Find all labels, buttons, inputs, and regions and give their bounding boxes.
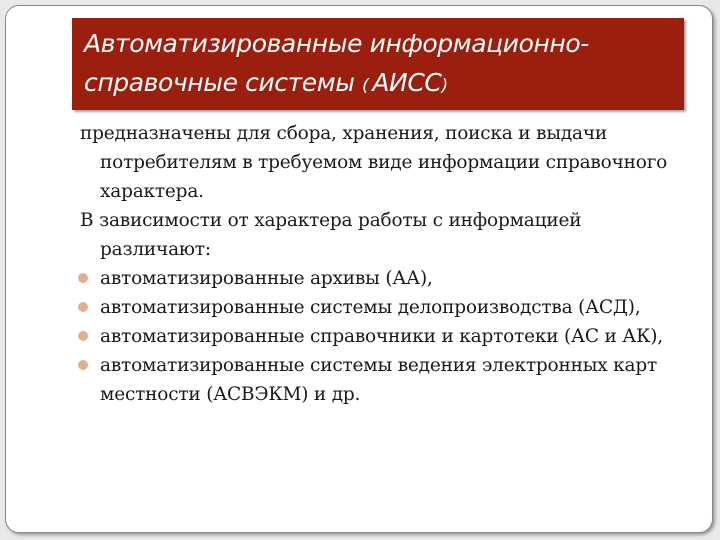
bullet-dot-icon — [78, 273, 88, 283]
title-close-paren: ) — [441, 76, 448, 96]
title-open-paren: ( — [362, 76, 369, 96]
title-band — [72, 18, 684, 110]
title-line-2 — [84, 63, 674, 106]
bullet-dot-icon — [78, 360, 88, 370]
bullet-dot-icon — [78, 302, 88, 312]
bullet-item — [80, 322, 690, 351]
bullet-dot-icon — [78, 331, 88, 341]
bullet-item — [80, 293, 690, 322]
bullet-item — [80, 351, 690, 409]
title-abbreviation: АИСС — [372, 68, 442, 97]
bullet-text: автоматизированные системы ведения электронных карт местности (АСВЭКМ) и др. — [100, 355, 658, 405]
slide-body — [80, 119, 690, 409]
bullet-text: автоматизированные системы делопроизводства (АСД), — [100, 297, 641, 318]
bullet-item — [80, 264, 690, 293]
title-line-2-text: справочные системы — [84, 68, 363, 97]
lead-paragraph: В зависимости от характера работы с информацией различают: — [80, 210, 582, 260]
title-line-1: Автоматизированные информационно- — [84, 29, 589, 58]
bullet-text: автоматизированные справочники и картотеки (АС и АК), — [100, 326, 663, 347]
bullet-text: автоматизированные архивы (АА), — [100, 268, 433, 289]
intro-paragraph: предназначены для сбора, хранения, поиска и выдачи потребителям в требуемом виде информации справочного характера. — [80, 123, 668, 202]
